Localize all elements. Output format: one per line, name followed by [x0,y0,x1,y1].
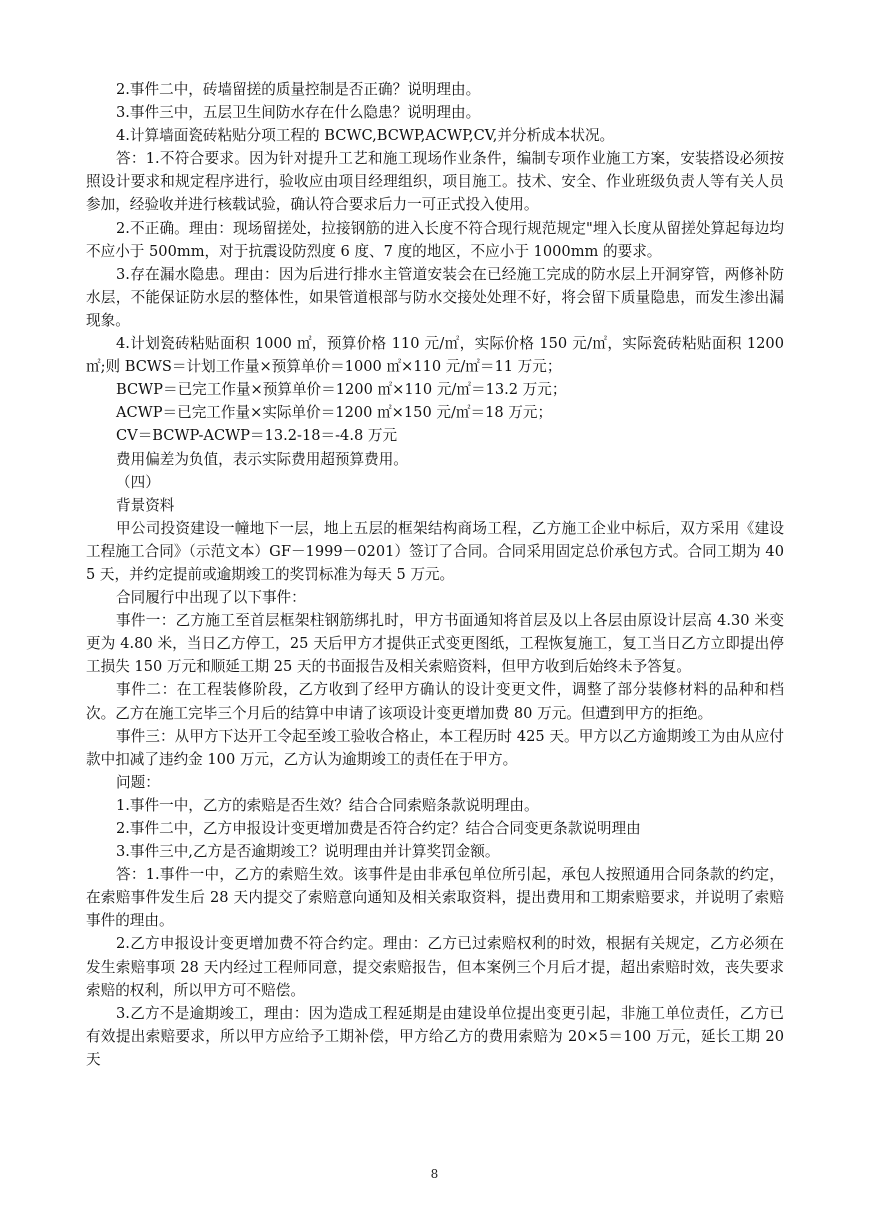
paragraph: 事件三：从甲方下达开工令起至竣工验收合格止，本工程历时 425 天。甲方以乙方逾期竣工为由从应付款中扣减了违约金 100 万元，乙方认为逾期竣工的责任在于甲方。 [86,727,784,768]
section-heading: （四） [116,473,160,491]
section-heading: 背景资料 [116,496,175,514]
paragraph: 3.存在漏水隐患。理由：因为后进行排水主管道安装会在已经施工完成的防水层上开洞穿管，两修补防水层，不能保证防水层的整体性，如果管道根部与防水交接处处理不好，将会留下质量隐患，而发生渗出漏现象。 [86,265,784,329]
paragraph: 4.计算墙面瓷砖粘贴分项工程的 BCWC,BCWP,ACWP,CV,并分析成本状况。 [116,127,615,145]
paragraph: 1.事件一中，乙方的索赔是否生效？结合合同索赔条款说明理由。 [116,796,539,814]
paragraph: 合同履行中出现了以下事件： [116,589,306,607]
paragraph: 3.乙方不是逾期竣工，理由：因为造成工程延期是由建设单位提出变更引起，非施工单位责任，乙方已有效提出索赔要求，所以甲方应给予工期补偿，甲方给乙方的费用索赔为 20×5＝100 万元，延长工期 20 天 [86,1004,784,1068]
paragraph: 答：1.不符合要求。因为针对提升工艺和施工现场作业条件，编制专项作业施工方案，安装搭设必须按照设计要求和规定程序进行，验收应由项目经理组织，项目施工。技术、安全、作业班级负责人等有关人员参加，经验收并进行核载试验，确认符合要求后力一可正式投入使用。 [86,150,784,214]
paragraph: 费用偏差为负值，表示实际费用超预算费用。 [116,450,408,468]
paragraph: 3.事件三中,乙方是否逾期竣工？说明理由并计算奖罚金额。 [116,843,500,861]
paragraph: 4.计划瓷砖粘贴面积 1000 ㎡，预算价格 110 元/㎡，实际价格 150 元/㎡，实际瓷砖粘贴面积 1200 ㎡;则 BCWS＝计划工作量×预算单价＝1000 ㎡×110 元/㎡＝11 万元； [86,335,784,376]
paragraph: CV＝BCWP-ACWP＝13.2-18＝-4.8 万元 [116,427,398,445]
document-body [86,78,784,1071]
paragraph: 甲公司投资建设一幢地下一层，地上五层的框架结构商场工程，乙方施工企业中标后，双方采用《建设工程施工合同》（示范文本）GF－1999－0201）签订了合同。合同采用固定总价承包方式。合同工期为 405 天，并约定提前或逾期竣工的奖罚标准为每天 5 万元。 [86,519,784,583]
paragraph: 2.事件二中，砖墙留搓的质量控制是否正确？说明理由。 [116,81,481,98]
paragraph: 答：1.事件一中，乙方的索赔生效。该事件是由非承包单位所引起，承包人按照通用合同条款的约定，在索赔事件发生后 28 天内提交了索赔意向通知及相关索取资料，提出费用和工期索赔要求，并说明了索赔事件的理由。 [86,866,784,930]
paragraph: 事件二：在工程装修阶段，乙方收到了经甲方确认的设计变更文件，调整了部分装修材料的品种和档次。乙方在施工完毕三个月后的结算中申请了该项设计变更增加费 80 万元。但遭到甲方的拒绝。 [86,681,784,722]
paragraph: 2.乙方申报设计变更增加费不符合约定。理由：乙方已过索赔权利的时效，根据有关规定，乙方必须在发生索赔事项 28 天内经过工程师同意，提交索赔报告，但本案例三个月后才提，超出索赔时效，丧失要求索赔的权利，所以甲方可不赔偿。 [86,935,784,999]
paragraph: 事件一：乙方施工至首层框架柱钢筋绑扎时，甲方书面通知将首层及以上各层由原设计层高 4.30 米变更为 4.80 米，当日乙方停工，25 天后甲方才提供正式变更图纸，工程恢复施工，复工当日乙方立即提出停工损失 150 万元和顺延工期 25 天的书面报告及相关索赔资料，但甲方收到后始终未予答复。 [86,612,784,676]
paragraph: 3.事件三中，五层卫生间防水存在什么隐患？说明理由。 [116,104,481,122]
paragraph: 2.不正确。理由：现场留搓处，拉接钢筋的进入长度不符合现行规范规定"埋入长度从留搓处算起每边均不应小于 500mm，对于抗震设防烈度 6 度、7 度的地区，不应小于 1000mm 的要求。 [86,219,784,260]
paragraph: 2.事件二中，乙方申报设计变更增加费是否符合约定？结合合同变更条款说明理由 [116,820,641,837]
section-heading: 问题： [116,773,160,791]
paragraph: ACWP＝已完工作量×实际单价＝1200 ㎡×150 元/㎡＝18 万元； [116,404,553,422]
paragraph: BCWP＝已完工作量×预算单价＝1200 ㎡×110 元/㎡＝13.2 万元； [116,381,567,399]
page-number: 8 [430,1167,439,1181]
